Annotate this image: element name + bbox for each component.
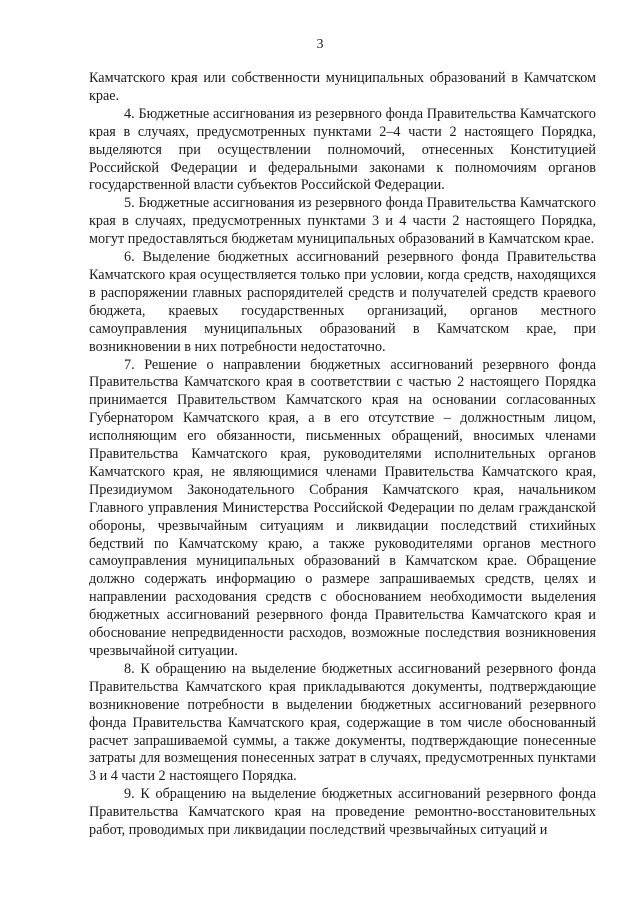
paragraph-4: 4. Бюджетные ассигнования из резервного фонда Правительства Камчатского края в случаях, предусмотренных пунктами 2–4 части 2 настоящего Порядка, выделяются при осуществлении полномочий, отнесенных Конституцией Российской Федерации и федеральными законами к полномочиям органов государственной власти субъектов Российской Федерации.	[89, 105, 596, 194]
paragraph-6: 6. Выделение бюджетных ассигнований резервного фонда Правительства Камчатского края осуществляется только при условии, когда средств, находящихся в распоряжении главных распорядителей средств и получателей средств краевого бюджета, краевых государственных организаций, органов местного самоуправления муниципальных образований в Камчатском крае, при возникновении в них потребности недостаточно.	[89, 249, 596, 355]
paragraph-5: 5. Бюджетные ассигнования из резервного фонда Правительства Камчатского края в случаях, предусмотренных пунктами 3 и 4 части 2 настоящего Порядка, могут предоставляться бюджетам муниципальных образований в Камчатском крае.	[89, 195, 596, 248]
paragraph-continuation: Камчатского края или собственности муниципальных образований в Камчатском крае.	[89, 70, 596, 104]
paragraph-8: 8. К обращению на выделение бюджетных ассигнований резервного фонда Правительства Камчатского края прикладываются документы, подтверждающие возникновение потребности в выделении бюджетных ассигнований резервного фонда Правительства Камчатского края, содержащие в том числе обоснованный расчет запрашиваемой суммы, а также документы, подтверждающие понесенные затраты для возмещения понесенных затрат в случаях, предусмотренных пунктами 3 и 4 части 2 настоящего Порядка.	[89, 660, 596, 785]
page-number: 3	[316, 37, 324, 52]
paragraph-7: 7. Решение о направлении бюджетных ассигнований резервного фонда Правительства Камчатского края в соответствии с частью 2 настоящего Порядка принимается Правительством Камчатского края на основании согласованных Губернатором Камчатского края, а в его отсутствие – должностным лицом, исполняющим его обязанности, письменных обращений, вносимых членами Правительства Камчатского края, руководителями исполнительных органов Камчатского края, не являющимися членами Правительства Камчатского края, Президиумом Законодательного Собрания Камчатского края, начальником Главного управления Министерства Российской Федерации по делам гражданской обороны, чрезвычайным ситуациям и ликвидации последствий стихийных бедствий по Камчатскому краю, а также руководителями органов местного самоуправления муниципальных образований в Камчатском крае. Обращение должно содержать информацию о размере запрашиваемых средств, целях и направлении расходования средств с обоснованием необходимости выделения бюджетных ассигнований резервного фонда Правительства Камчатского края и обоснование непредвиденности расходов, возможные последствия возникновения чрезвычайной ситуации.	[89, 356, 596, 659]
document-body	[89, 70, 596, 840]
paragraph-9: 9. К обращению на выделение бюджетных ассигнований резервного фонда Правительства Камчатского края на проведение ремонтно-восстановительных работ, проводимых при ликвидации последствий чрезвычайных ситуаций и	[89, 786, 596, 839]
